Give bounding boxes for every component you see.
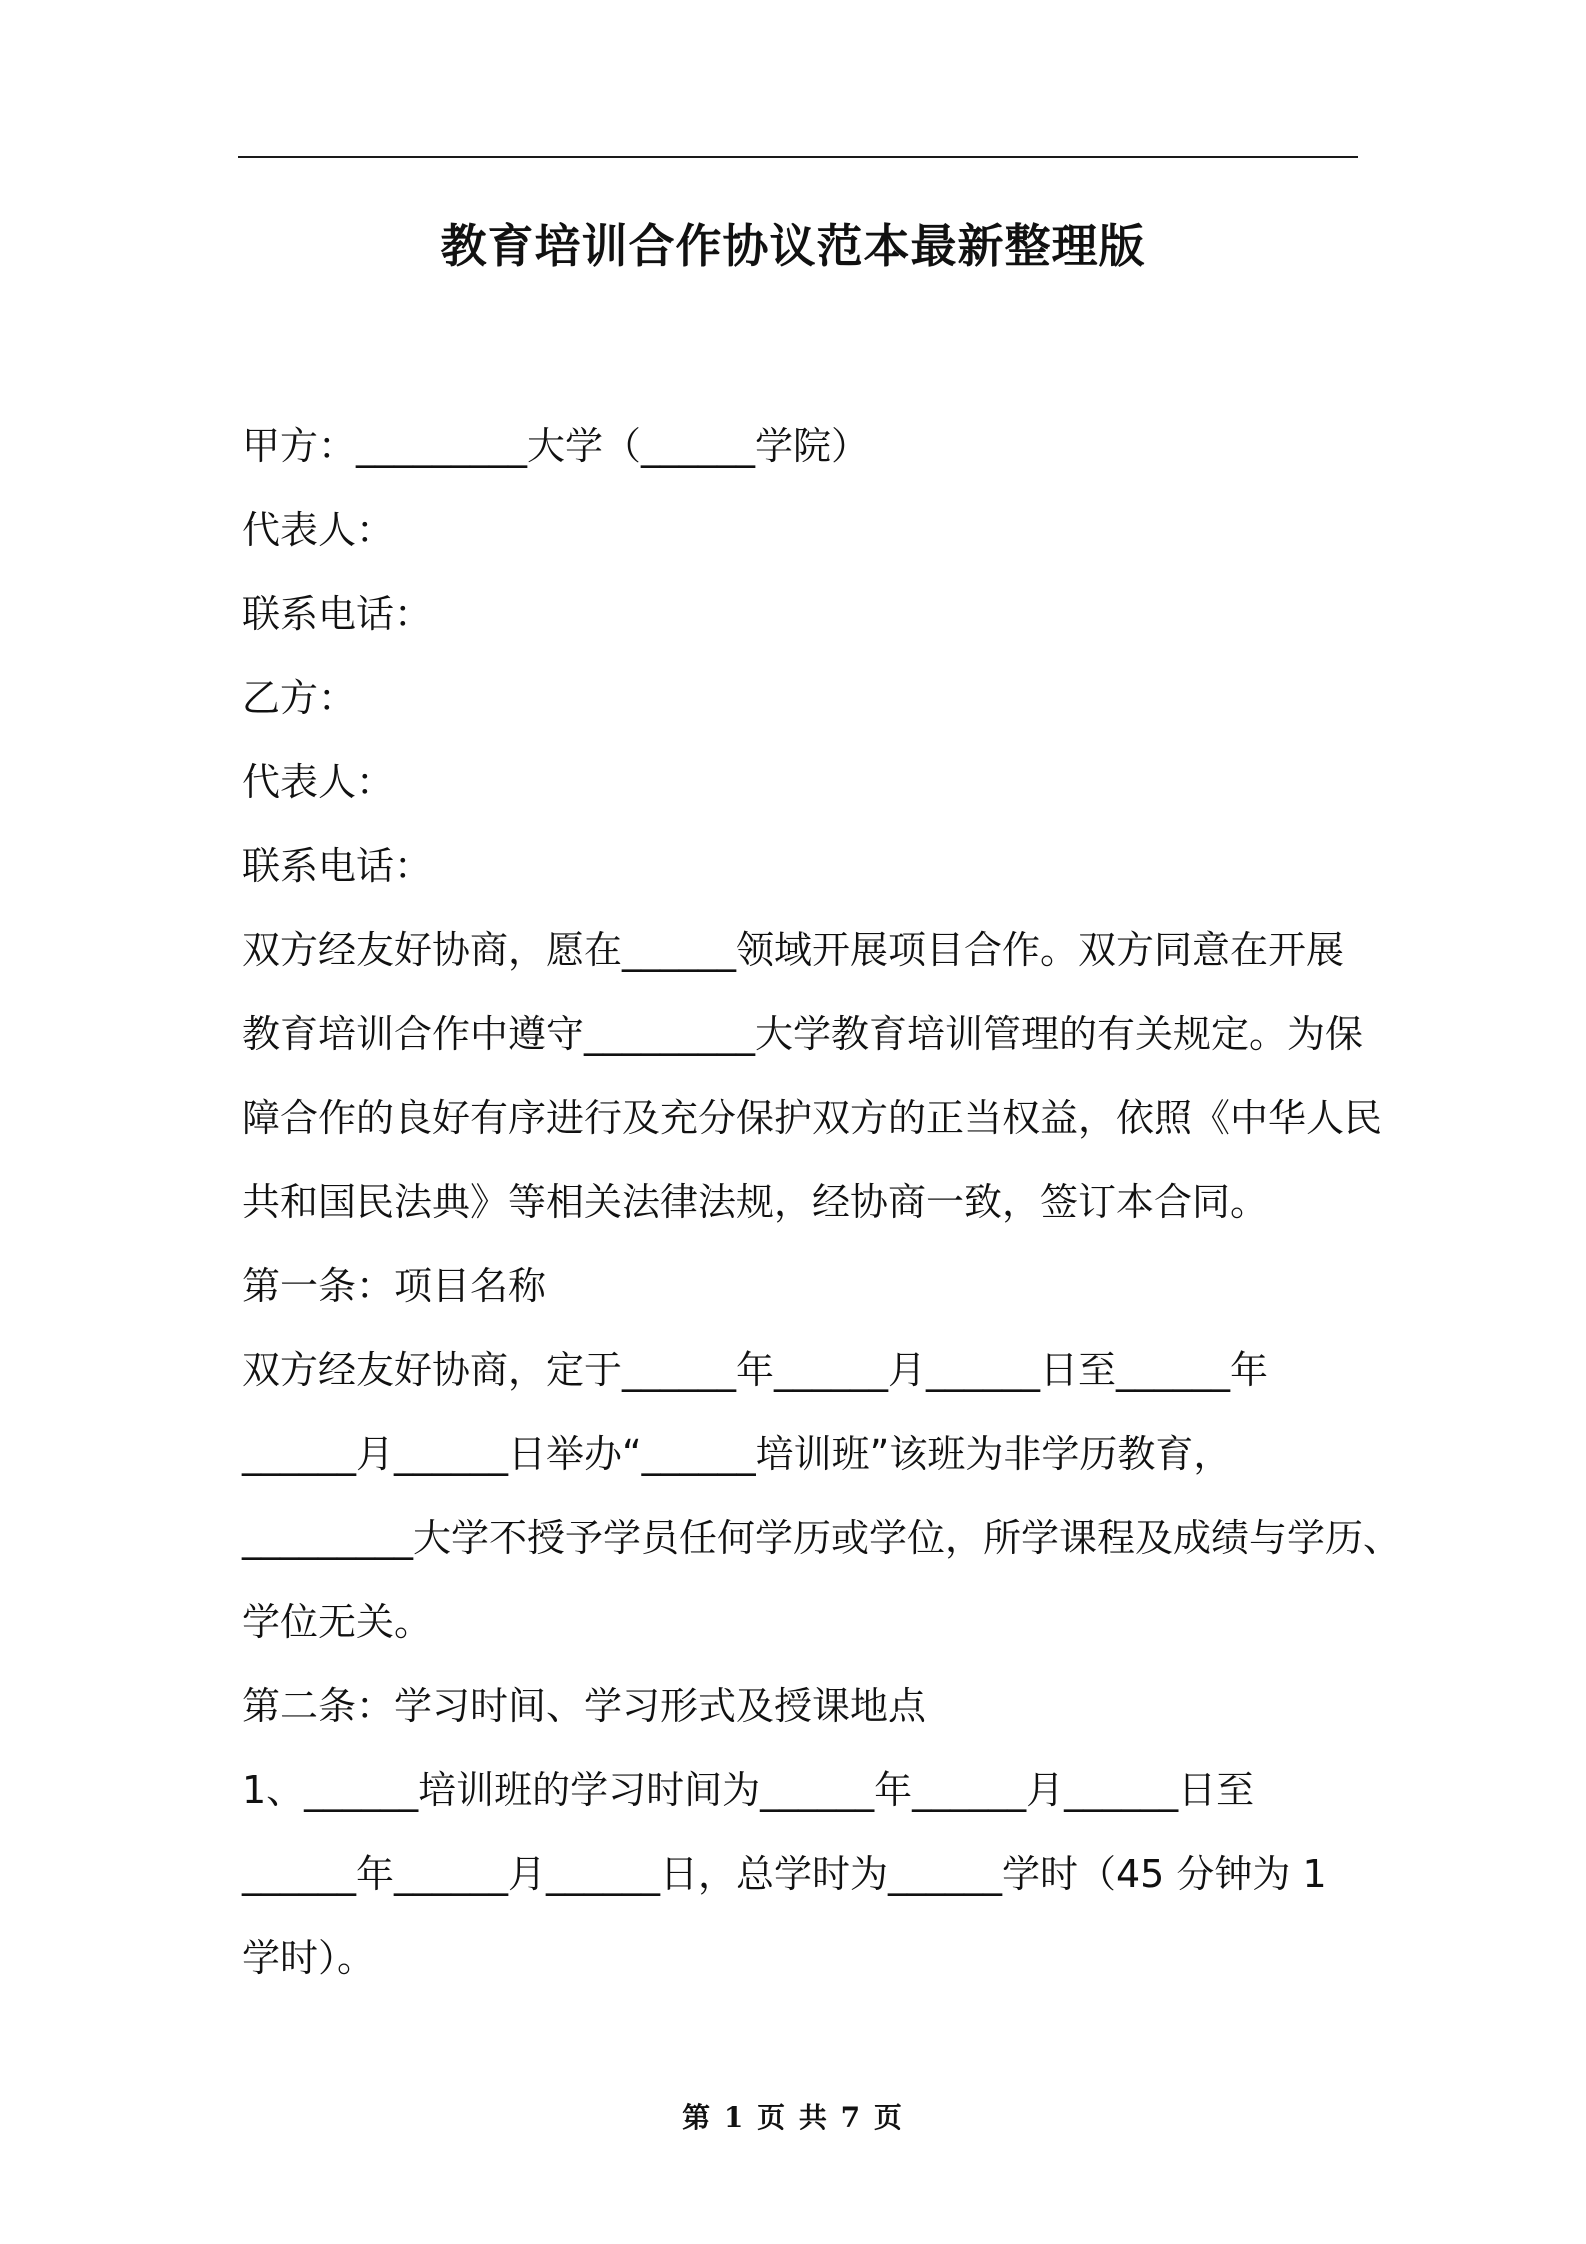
party-b-line: 乙方： bbox=[242, 676, 357, 720]
party-a-representative: 代表人： bbox=[242, 508, 395, 552]
article-1-text: 双方经友好协商，定于______年______月______日至______年 bbox=[242, 1348, 1269, 1392]
preamble-line: 双方经友好协商，愿在______领域开展项目合作。双方同意在开展 bbox=[242, 928, 1345, 972]
article-1-text: ______月______日举办“______培训班”该班为非学历教育， bbox=[242, 1432, 1232, 1476]
party-b-representative: 代表人： bbox=[242, 760, 395, 804]
document-title: 教育培训合作协议范本最新整理版 bbox=[440, 219, 1146, 273]
header-rule bbox=[238, 156, 1358, 158]
party-a-line: 甲方：_________大学（______学院） bbox=[242, 424, 870, 468]
document-body bbox=[242, 404, 1402, 2000]
article-2-heading: 第二条：学习时间、学习形式及授课地点 bbox=[242, 1684, 927, 1728]
preamble-line: 共和国民法典》等相关法律法规，经协商一致，签订本合同。 bbox=[242, 1180, 1269, 1224]
page-number-footer: 第 1 页 共 7 页 bbox=[682, 2101, 904, 2134]
article-1-text: 学位无关。 bbox=[242, 1600, 433, 1644]
party-b-phone: 联系电话： bbox=[242, 844, 433, 888]
article-1-heading: 第一条：项目名称 bbox=[242, 1264, 547, 1308]
article-1-text: _________大学不授予学员任何学历或学位，所学课程及成绩与学历、 bbox=[242, 1516, 1402, 1560]
article-2-text: ______年______月______日，总学时为______学时（45 分钟为 1 bbox=[242, 1852, 1327, 1896]
article-2-text: 1、______培训班的学习时间为______年______月______日至 bbox=[242, 1768, 1255, 1812]
party-a-phone: 联系电话： bbox=[242, 592, 433, 636]
article-2-text: 学时）。 bbox=[242, 1936, 376, 1980]
preamble-line: 障合作的良好有序进行及充分保护双方的正当权益，依照《中华人民 bbox=[242, 1096, 1383, 1140]
preamble-line: 教育培训合作中遵守_________大学教育培训管理的有关规定。为保 bbox=[242, 1012, 1364, 1056]
